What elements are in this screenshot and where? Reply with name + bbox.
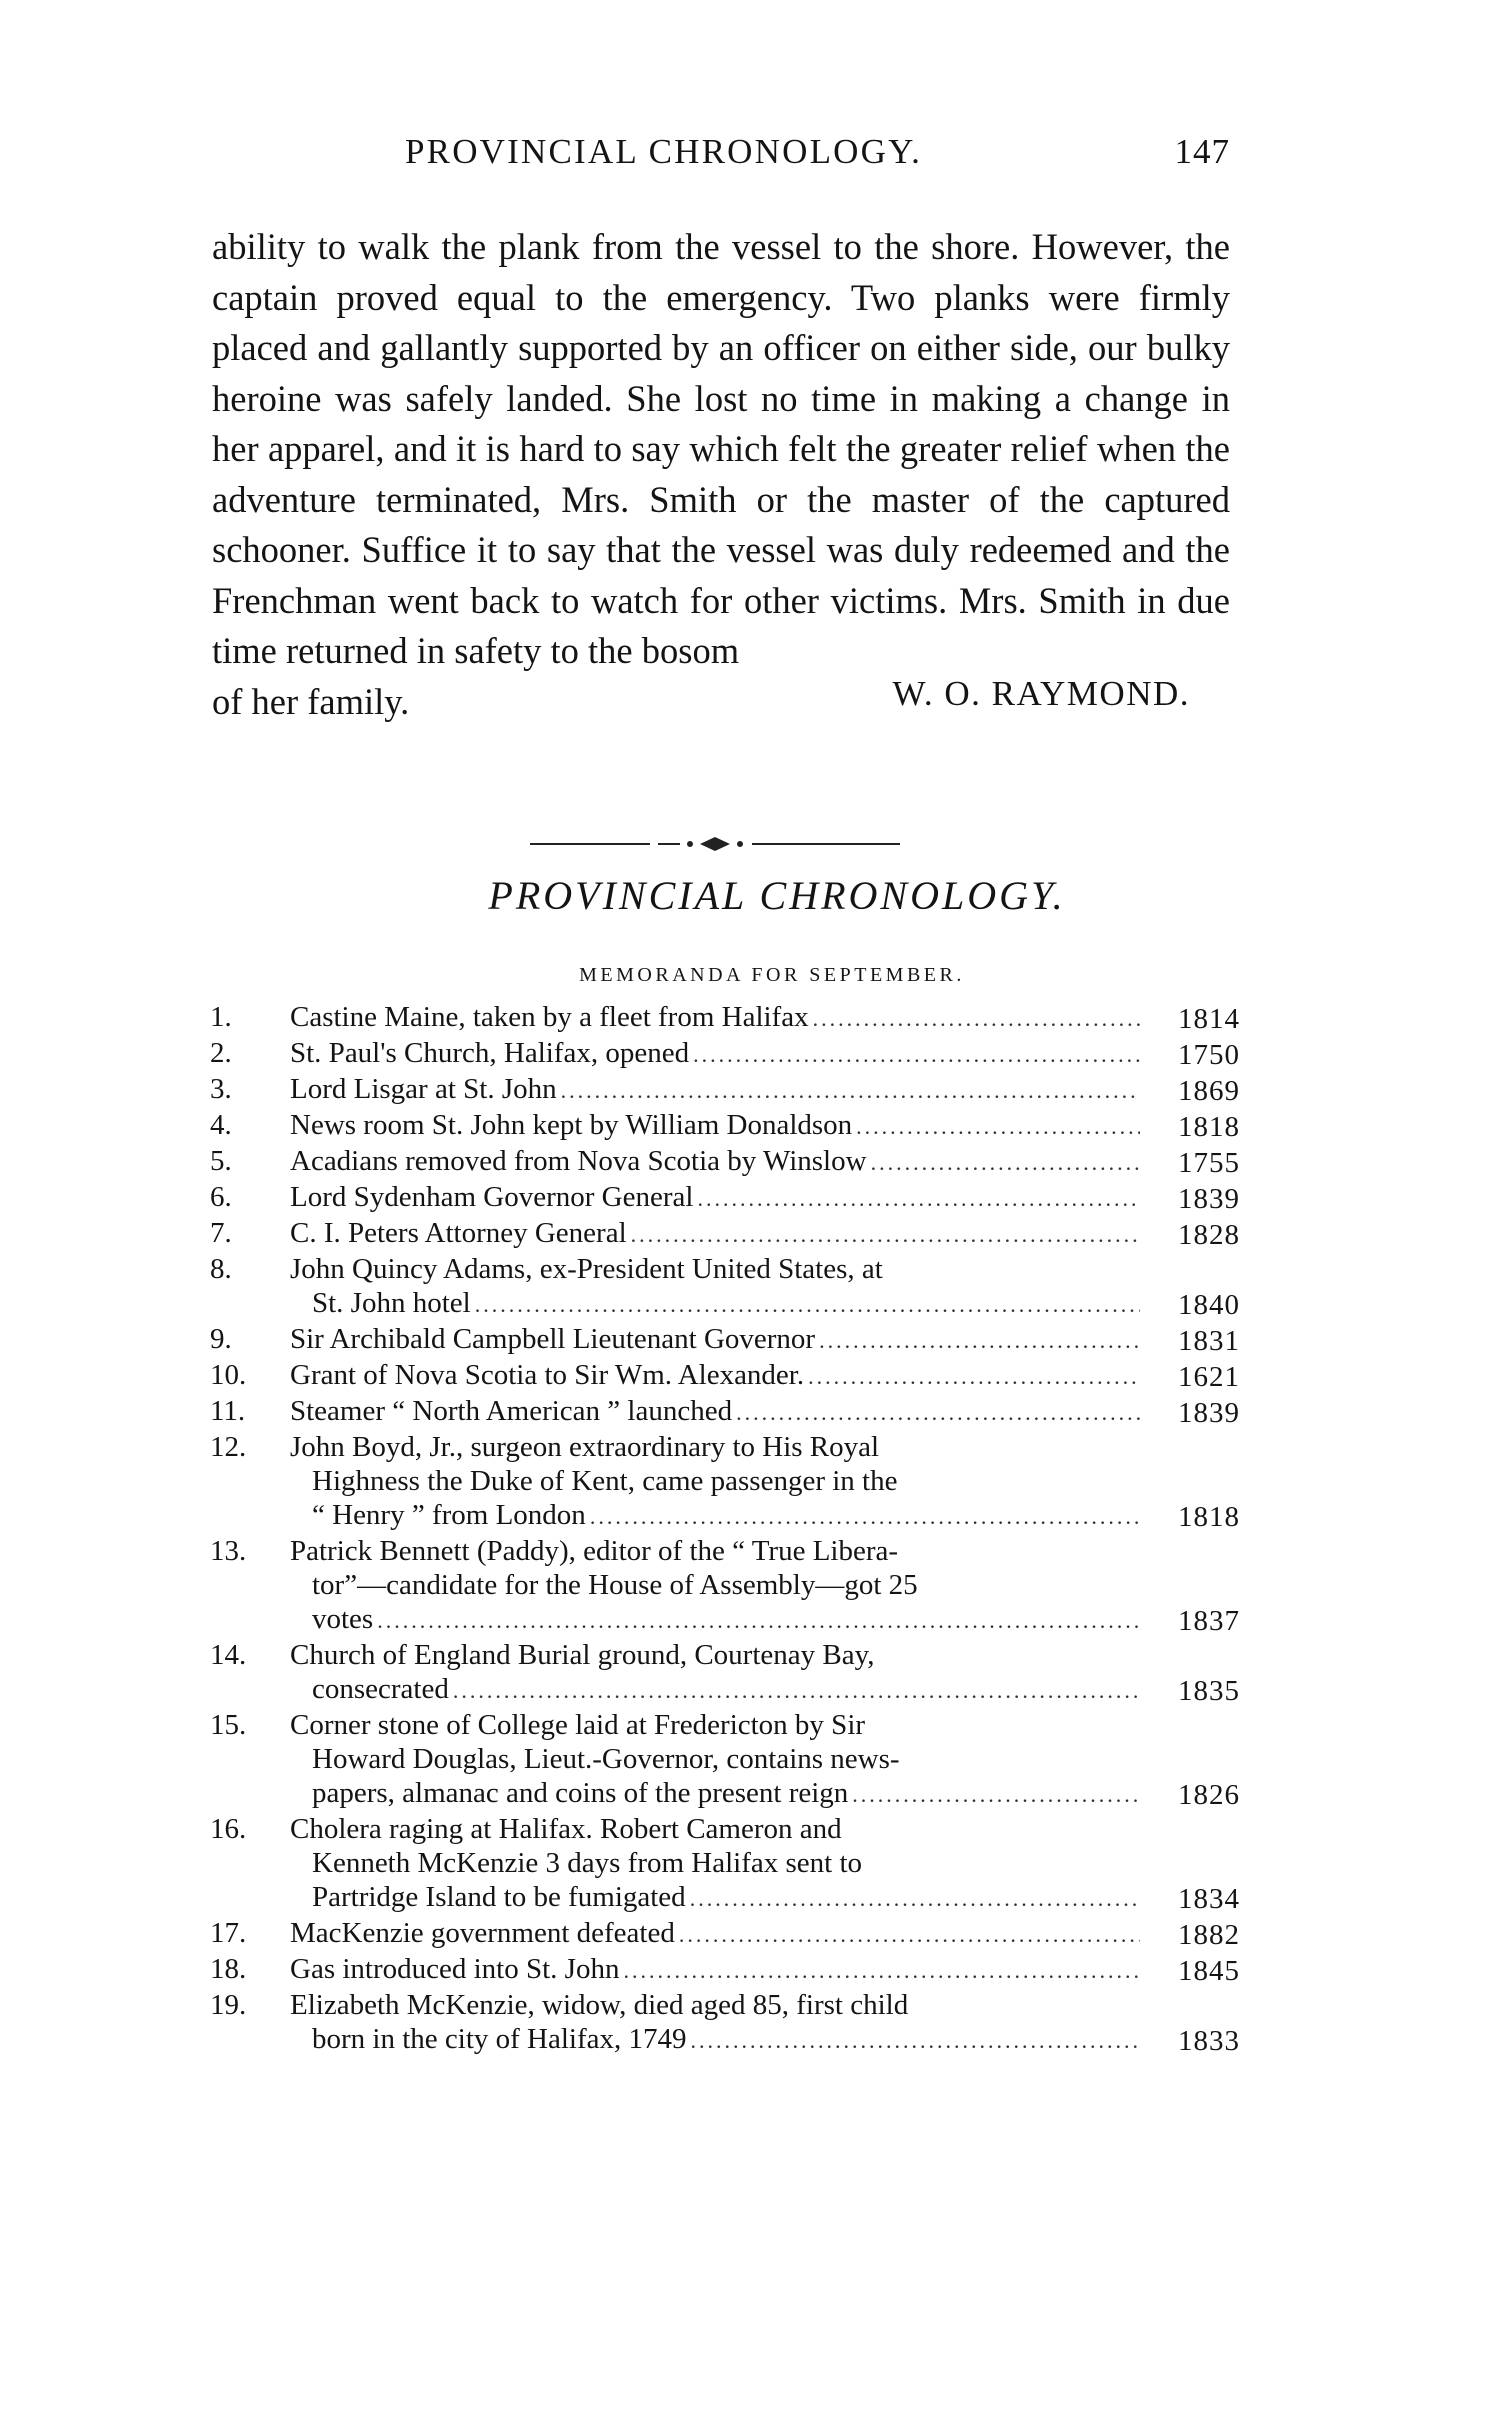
entry-text-line	[290, 1602, 1140, 1638]
entry-description	[290, 1322, 1140, 1358]
entry-year: 1869	[1178, 1075, 1240, 1107]
entry-text: Lord Sydenham Governor General	[290, 1181, 694, 1213]
chronology-entry	[210, 1638, 1240, 1708]
entry-number: 5.	[210, 1145, 232, 1177]
entry-text: St. John hotel	[312, 1287, 471, 1319]
entry-text-line	[290, 1180, 1140, 1216]
entry-text-line	[290, 1036, 1140, 1072]
entry-text-line	[290, 1952, 1140, 1988]
dot-leader	[813, 1002, 1140, 1036]
running-title: PROVINCIAL CHRONOLOGY.	[405, 132, 923, 171]
entry-description	[290, 1638, 1140, 1708]
entry-description	[290, 1358, 1140, 1394]
chronology-entry	[210, 1180, 1240, 1216]
entry-text-line	[290, 2022, 1140, 2058]
chronology-entry	[210, 1812, 1240, 1916]
entry-number: 17.	[210, 1917, 247, 1949]
signature-line	[212, 673, 1230, 728]
entry-text-line	[290, 1742, 1140, 1776]
entry-text-line	[290, 1394, 1140, 1430]
entry-number: 12.	[210, 1431, 247, 1463]
entry-description	[290, 1144, 1140, 1180]
entry-text: Grant of Nova Scotia to Sir Wm. Alexander.	[290, 1359, 805, 1391]
dot-leader	[377, 1604, 1140, 1638]
entry-text: Church of England Burial ground, Courtenay Bay,	[290, 1639, 875, 1671]
entry-text-line	[290, 1708, 1140, 1742]
entry-text-line	[290, 1252, 1140, 1286]
entry-year: 1835	[1178, 1675, 1240, 1707]
dot-leader	[852, 1778, 1140, 1812]
entry-text-line	[290, 1216, 1140, 1252]
entry-description	[290, 1708, 1140, 1812]
entry-description	[290, 1394, 1140, 1430]
entry-text-line	[290, 1638, 1140, 1672]
chronology-entry	[210, 1358, 1240, 1394]
entry-number: 8.	[210, 1253, 232, 1285]
entry-text: Howard Douglas, Lieut.-Governor, contains news-	[312, 1743, 900, 1775]
chronology-list	[210, 1000, 1240, 2058]
entry-text: St. Paul's Church, Halifax, opened	[290, 1037, 690, 1069]
entry-text: C. I. Peters Attorney General	[290, 1217, 627, 1249]
entry-number: 7.	[210, 1217, 232, 1249]
entry-text: Sir Archibald Campbell Lieutenant Governor	[290, 1323, 816, 1355]
entry-description	[290, 1988, 1140, 2058]
entry-number: 16.	[210, 1813, 247, 1845]
entry-text: “ Henry ” from London	[312, 1499, 586, 1531]
entry-text-line	[290, 1322, 1140, 1358]
entry-number: 10.	[210, 1359, 247, 1391]
entry-year: 1831	[1178, 1325, 1240, 1357]
page-number: 147	[1174, 132, 1230, 171]
entry-number: 9.	[210, 1323, 232, 1355]
entry-number: 13.	[210, 1535, 247, 1567]
entry-text: Elizabeth McKenzie, widow, died aged 85, first child	[290, 1989, 909, 2021]
entry-text-line	[290, 1672, 1140, 1708]
entry-year: 1750	[1178, 1039, 1240, 1071]
entry-text-line	[290, 1776, 1140, 1812]
closing-words: of her family.	[212, 680, 410, 722]
entry-description	[290, 1916, 1140, 1952]
entry-text: consecrated	[312, 1673, 449, 1705]
entry-text: Partridge Island to be fumigated	[312, 1881, 686, 1913]
entry-text-line	[290, 1534, 1140, 1568]
entry-text: papers, almanac and coins of the present reign	[312, 1777, 849, 1809]
entry-text: Lord Lisgar at St. John	[290, 1073, 557, 1105]
dot-leader	[561, 1074, 1140, 1108]
entry-description	[290, 1812, 1140, 1916]
entry-text-line	[290, 1108, 1140, 1144]
entry-year: 1839	[1178, 1183, 1240, 1215]
chronology-entry	[210, 1072, 1240, 1108]
chronology-entry	[210, 1000, 1240, 1036]
dot-leader	[697, 1182, 1140, 1216]
section-title: PROVINCIAL CHRONOLOGY.	[488, 873, 1066, 918]
entry-year: 1755	[1178, 1147, 1240, 1179]
entry-year: 1845	[1178, 1955, 1240, 1987]
entry-number: 2.	[210, 1037, 232, 1069]
dot-leader	[679, 1918, 1140, 1952]
entry-text-line	[290, 1144, 1140, 1180]
entry-description	[290, 1216, 1140, 1252]
entry-number: 18.	[210, 1953, 247, 1985]
entry-text: Acadians removed from Nova Scotia by Winslow	[290, 1145, 867, 1177]
entry-number: 6.	[210, 1181, 232, 1213]
entry-description	[290, 1952, 1140, 1988]
dot-leader	[808, 1360, 1140, 1394]
entry-text-line	[290, 1072, 1140, 1108]
entry-text: Gas introduced into St. John	[290, 1953, 620, 1985]
author-signature: W. O. RAYMOND.	[892, 673, 1190, 713]
entry-text: born in the city of Halifax, 1749	[312, 2023, 687, 2055]
entry-year: 1814	[1178, 1003, 1240, 1035]
entry-description	[290, 1180, 1140, 1216]
dot-leader	[871, 1146, 1140, 1180]
entry-number: 19.	[210, 1989, 247, 2021]
memoranda-heading: MEMORANDA FOR SEPTEMBER.	[579, 964, 965, 986]
entry-number: 3.	[210, 1073, 232, 1105]
dot-leader	[623, 1954, 1140, 1988]
entry-description	[290, 1036, 1140, 1072]
entry-text-line	[290, 1568, 1140, 1602]
entry-number: 4.	[210, 1109, 232, 1141]
entry-text: Patrick Bennett (Paddy), editor of the “ True Libera-	[290, 1535, 899, 1567]
entry-number: 1.	[210, 1001, 232, 1033]
body-text	[212, 222, 1230, 727]
ornament-divider	[530, 833, 900, 855]
dot-leader	[693, 1038, 1140, 1072]
entry-description	[290, 1000, 1140, 1036]
entry-number: 11.	[210, 1395, 246, 1427]
entry-description	[290, 1108, 1140, 1144]
entry-description	[290, 1072, 1140, 1108]
chronology-entry	[210, 1394, 1240, 1430]
chronology-entry	[210, 1916, 1240, 1952]
entry-text: Steamer “ North American ” launched	[290, 1395, 733, 1427]
dot-leader	[475, 1288, 1140, 1322]
chronology-entry	[210, 1534, 1240, 1638]
dot-leader	[736, 1396, 1140, 1430]
chronology-entry	[210, 1708, 1240, 1812]
entry-description	[290, 1534, 1140, 1638]
body-paragraph: ability to walk the plank from the vessel to the shore. However, the captain proved equal to the emergency. Two planks were firmly placed and gallantly supported by an officer on either side, our bulky heroine was safely landed. She lost no time in making a change in her apparel, and it is hard to say which felt the greater relief when the adventure terminated, Mrs. Smith or the master of the captured schooner. Suffice it to say that the vessel was duly redeemed and the Frenchman went back to watch for other victims. Mrs. Smith in due time returned in safety to the bosom	[212, 226, 1230, 671]
entry-text-line	[290, 1000, 1140, 1036]
entry-text-line	[290, 1988, 1140, 2022]
entry-text: John Boyd, Jr., surgeon extraordinary to His Royal	[290, 1431, 880, 1463]
entry-text-line	[290, 1916, 1140, 1952]
entry-text: News room St. John kept by William Donaldson	[290, 1109, 853, 1141]
chronology-entry	[210, 1216, 1240, 1252]
dot-leader	[856, 1110, 1140, 1144]
chronology-entry	[210, 1952, 1240, 1988]
entry-year: 1837	[1178, 1605, 1240, 1637]
entry-year: 1839	[1178, 1397, 1240, 1429]
entry-year: 1818	[1178, 1501, 1240, 1533]
entry-text: Highness the Duke of Kent, came passenger in the	[312, 1465, 898, 1497]
entry-text-line	[290, 1812, 1140, 1846]
entry-text: Cholera raging at Halifax. Robert Cameron and	[290, 1813, 842, 1845]
chronology-entry	[210, 1108, 1240, 1144]
entry-year: 1834	[1178, 1883, 1240, 1915]
entry-text: John Quincy Adams, ex-President United States, at	[290, 1253, 883, 1285]
chronology-entry	[210, 1252, 1240, 1322]
entry-year: 1882	[1178, 1919, 1240, 1951]
entry-text-line	[290, 1358, 1140, 1394]
entry-number: 15.	[210, 1709, 247, 1741]
entry-text-line	[290, 1286, 1140, 1322]
entry-text-line	[290, 1430, 1140, 1464]
entry-text-line	[290, 1464, 1140, 1498]
dot-leader	[453, 1674, 1140, 1708]
chronology-entry	[210, 1988, 1240, 2058]
entry-number: 14.	[210, 1639, 247, 1671]
entry-text-line	[290, 1846, 1140, 1880]
dot-leader	[631, 1218, 1140, 1252]
entry-year: 1826	[1178, 1779, 1240, 1811]
entry-text: votes	[312, 1603, 374, 1635]
entry-text: Castine Maine, taken by a fleet from Halifax	[290, 1001, 809, 1033]
entry-year: 1833	[1178, 2025, 1240, 2057]
entry-year: 1621	[1178, 1361, 1240, 1393]
entry-text: MacKenzie government defeated	[290, 1917, 675, 1949]
entry-text: Corner stone of College laid at Fredericton by Sir	[290, 1709, 866, 1741]
chronology-entry	[210, 1430, 1240, 1534]
dot-leader	[691, 2024, 1141, 2058]
chronology-entry	[210, 1036, 1240, 1072]
chronology-entry	[210, 1144, 1240, 1180]
chronology-entry	[210, 1322, 1240, 1358]
running-head	[200, 132, 1230, 182]
entry-text: Kenneth McKenzie 3 days from Halifax sent to	[312, 1847, 863, 1879]
entry-text: tor”—candidate for the House of Assembly—got 25	[312, 1569, 918, 1601]
entry-year: 1818	[1178, 1111, 1240, 1143]
dot-leader	[819, 1324, 1140, 1358]
dot-leader	[690, 1882, 1140, 1916]
entry-year: 1840	[1178, 1289, 1240, 1321]
entry-year: 1828	[1178, 1219, 1240, 1251]
entry-description	[290, 1252, 1140, 1322]
entry-text-line	[290, 1498, 1140, 1534]
entry-text-line	[290, 1880, 1140, 1916]
dot-leader	[590, 1500, 1140, 1534]
entry-description	[290, 1430, 1140, 1534]
